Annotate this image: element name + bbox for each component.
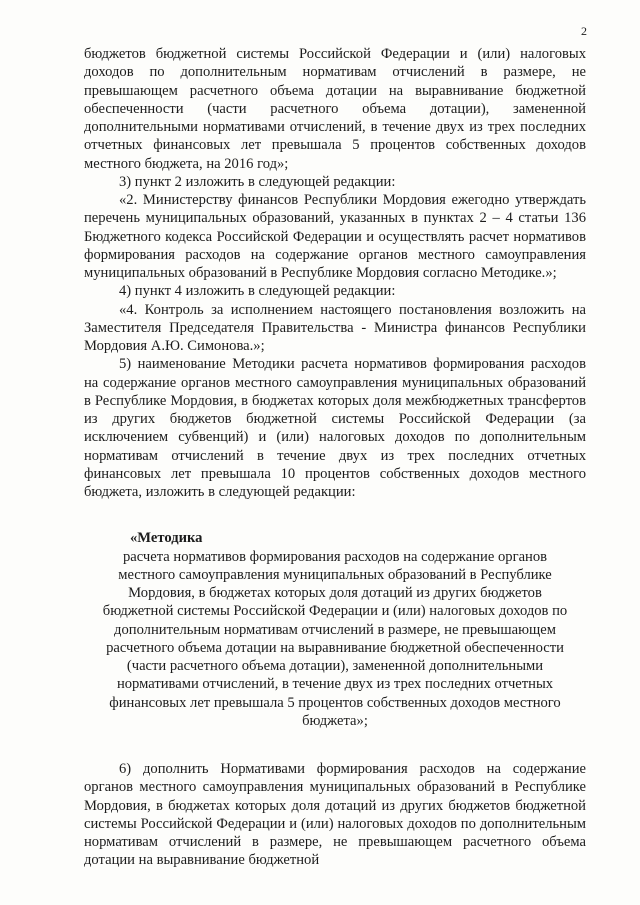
document-body [84, 45, 586, 870]
paragraph-continuation: бюджетов бюджетной системы Российской Федерации и (или) налоговых доходов по дополнительным нормативам отчислений в размере, не превышающем расчетного объема дотации на выравнивание бюджетной обеспеченности (части расчетного объема дотации), замененной дополнительными нормативами отчислений, в течение двух из трех последних отчетных финансовых лет превышала 5 процентов собственных доходов местного бюджета, на 2016 год»; [84, 46, 586, 172]
page-number: 2 [581, 24, 587, 38]
paragraph-quote-2: «2. Министерству финансов Республики Мордовия ежегодно утверждать перечень муниципальных образований, указанных в пунктах 2 – 4 статьи 136 Бюджетного кодекса Российской Федерации и осуществлять расчет нормативов формирования расходов на содержание органов местного самоуправления муниципальных образований в Республике Мордовия согласно Методике.»; [84, 192, 586, 281]
paragraph-item-6: 6) дополнить Нормативами формирования расходов на содержание органов местного самоуправления муниципальных образований в Республике Мордовия, в бюджетах которых доля дотаций из других бюджетов бюджетной системы Российской Федерации и (или) налоговых доходов по дополнительным нормативам отчислений в размере, не превышающем расчетного объема дотации на выравнивание бюджетной [84, 761, 586, 869]
spacer [84, 730, 586, 760]
methodology-title: «Методика [130, 530, 203, 547]
paragraph-item-4: 4) пункт 4 изложить в следующей редакции: [119, 283, 396, 300]
paragraph-item-5: 5) наименование Методики расчета нормативов формирования расходов на содержание органов местного самоуправления муниципальных образований в Республике Мордовия, в бюджетах которых доля межбюджетных трансфертов из других бюджетов бюджетной системы Российской Федерации (за исключением субвенций) и (или) налоговых доходов по дополнительным нормативам отчислений в течение двух из трех последних отчетных финансовых лет превышала 10 процентов собственных доходов местного бюджета, изложить в следующей редакции: [84, 356, 586, 500]
paragraph-item-3: 3) пункт 2 изложить в следующей редакции: [119, 173, 396, 190]
paragraph-quote-4: «4. Контроль за исполнением настоящего постановления возложить на Заместителя Председателя Правительства - Министра финансов Республики Мордовия А.Ю. Симонова.»; [84, 301, 586, 354]
methodology-description: расчета нормативов формирования расходов на содержание органов местного самоуправления муниципальных образований в Республике Мордовия, в бюджетах которых доля дотаций из других бюджетов бюджетной системы Российской Федерации и (или) налоговых доходов по дополнительным нормативам отчислений в размере, не превышающем расчетного объема дотации на выравнивание бюджетной обеспеченности (части расчетного объема дотации), замененной дополнительными нормативами отчислений, в течение двух из трех последних отчетных финансовых лет превышала 5 процентов собственных доходов местного бюджета»; [102, 548, 568, 729]
